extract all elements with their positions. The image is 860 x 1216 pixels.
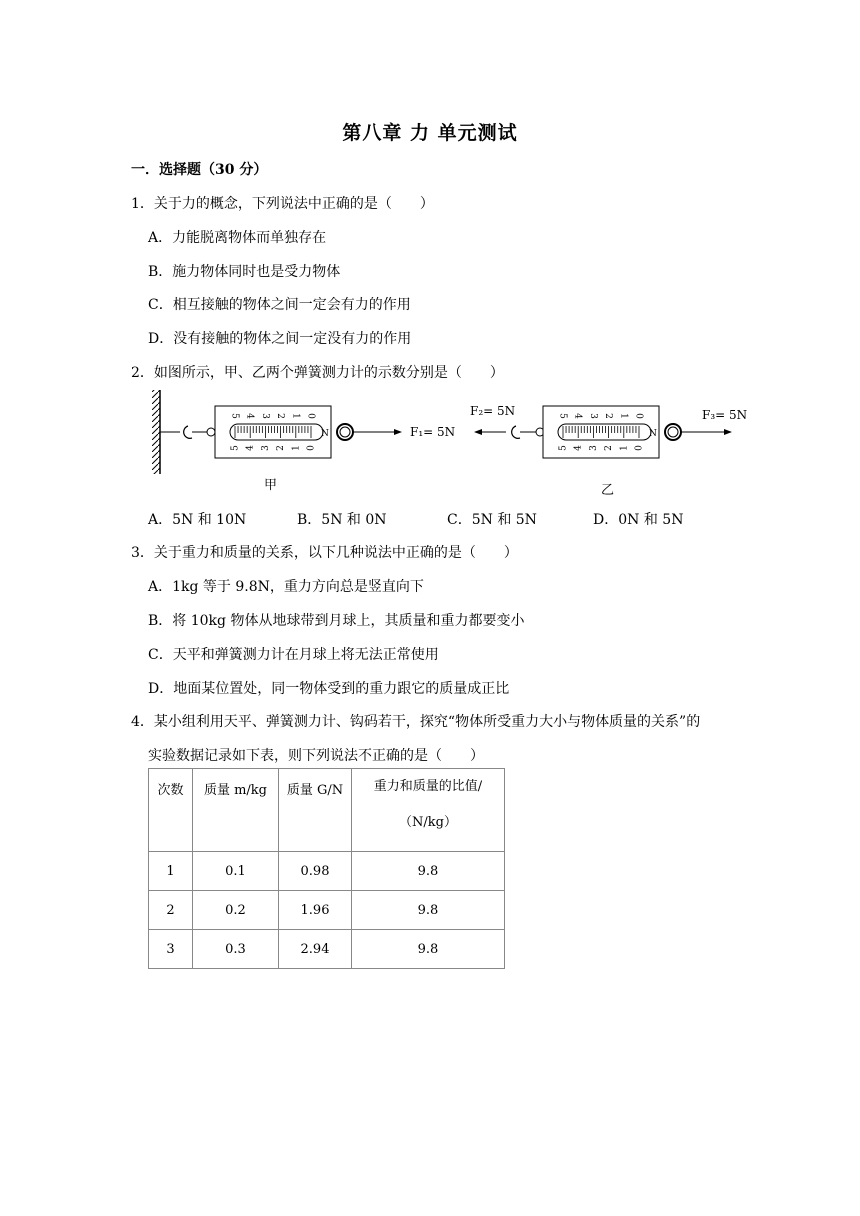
label-jia: 甲: [264, 478, 278, 493]
scale-number: 4: [572, 413, 583, 419]
wall: [152, 390, 160, 474]
left-scale-hook-icon: [184, 426, 215, 438]
left-scale-unit: N: [321, 429, 329, 439]
page-title: 第八章 力 单元测试: [342, 122, 518, 144]
scale-number: 4: [245, 445, 256, 451]
section-heading: 一．选择题（30 分）: [131, 162, 268, 178]
q3-option-a: A．1kg 等于 9.8N，重力方向总是竖直向下: [148, 579, 424, 595]
f2-arrow-icon: [474, 429, 506, 435]
table-cell: 1: [149, 852, 193, 891]
table-header-ratio-line1: 重力和质量的比值/: [373, 779, 483, 794]
q2-option-d: D．0N 和 5N: [593, 512, 684, 528]
table-cell: 9.8: [352, 852, 505, 891]
scale-number: 5: [230, 445, 241, 451]
q1-option-b: B．施力物体同时也是受力物体: [148, 264, 341, 280]
table-header-row: [149, 769, 505, 852]
q1-option-a: A．力能脱离物体而单独存在: [148, 230, 327, 246]
table-header: 次数: [149, 769, 193, 852]
q3-option-d: D．地面某位置处，同一物体受到的重力跟它的质量成正比: [148, 681, 510, 697]
q3-option-b: B．将 10kg 物体从地球带到月球上，其质量和重力都要变小: [148, 613, 525, 629]
table-cell: 0.98: [279, 852, 352, 891]
right-scale-unit: N: [649, 429, 657, 439]
scale-number: 0: [633, 413, 644, 419]
left-spring-scale: [215, 406, 331, 458]
table-row: [149, 930, 505, 969]
question-2-stem: 2．如图所示，甲、乙两个弹簧测力计的示数分别是（ ）: [131, 365, 504, 381]
question-3-stem: 3．关于重力和质量的关系，以下几种说法中正确的是（ ）: [131, 545, 518, 561]
scale-number: 5: [557, 413, 568, 419]
spring-scale-figure: [140, 386, 750, 500]
scale-number: 5: [229, 413, 240, 419]
table-cell: 2.94: [279, 930, 352, 969]
left-ring-icon: [337, 424, 353, 440]
scale-number: 3: [587, 413, 598, 419]
table-header-ratio-line2: （N/kg）: [399, 815, 457, 830]
scale-number: 1: [290, 413, 301, 419]
f2-label: F₂= 5N: [470, 404, 516, 418]
scale-number: 5: [558, 445, 569, 451]
table-cell: 0.1: [193, 852, 279, 891]
scale-number: 3: [260, 445, 271, 451]
q2-option-a: A．5N 和 10N: [148, 512, 247, 528]
table-cell: 3: [149, 930, 193, 969]
scale-number: 1: [618, 413, 629, 419]
table-cell: 2: [149, 891, 193, 930]
right-ring-icon: [665, 424, 681, 440]
scale-number: 2: [276, 445, 287, 451]
table-header: 质量 m/kg: [193, 769, 279, 852]
q2-option-b: B．5N 和 0N: [297, 512, 387, 528]
question-1-stem: 1．关于力的概念，下列说法中正确的是（ ）: [131, 196, 434, 212]
question-4-stem-line1: 4．某小组利用天平、弹簧测力计、钩码若干，探究“物体所受重力大小与物体质量的关系”的: [131, 714, 701, 730]
table-cell: 1.96: [279, 891, 352, 930]
scale-number: 2: [275, 413, 286, 419]
data-table: [148, 768, 505, 969]
scale-number: 2: [604, 445, 615, 451]
table-row: [149, 852, 505, 891]
scale-number: 3: [588, 445, 599, 451]
f3-arrow-icon: [681, 429, 732, 435]
scale-number: 4: [244, 413, 255, 419]
label-yi: 乙: [601, 483, 615, 498]
table-header: 质量 G/N: [279, 769, 352, 852]
table-cell: 9.8: [352, 930, 505, 969]
right-scale-hook-icon: [512, 426, 544, 438]
table-cell: 0.2: [193, 891, 279, 930]
table-row: [149, 891, 505, 930]
q3-option-c: C．天平和弹簧测力计在月球上将无法正常使用: [148, 647, 439, 663]
f3-label: F₃= 5N: [702, 408, 748, 422]
table-cell: 9.8: [352, 891, 505, 930]
q2-option-c: C．5N 和 5N: [447, 512, 537, 528]
right-spring-scale: [543, 406, 659, 458]
scale-number: 2: [603, 413, 614, 419]
question-4-stem-line2: 实验数据记录如下表，则下列说法不正确的是（ ）: [148, 748, 484, 764]
scale-number: 1: [291, 445, 302, 451]
table-cell: 0.3: [193, 930, 279, 969]
scale-number: 0: [305, 413, 316, 419]
f1-label: F₁= 5N: [410, 425, 456, 439]
scale-number: 1: [619, 445, 630, 451]
scale-number: 0: [306, 445, 317, 451]
q1-option-c: C．相互接触的物体之间一定会有力的作用: [148, 297, 411, 313]
scale-number: 0: [634, 445, 645, 451]
f1-arrow-icon: [353, 429, 402, 435]
scale-number: 4: [573, 445, 584, 451]
q1-option-d: D．没有接触的物体之间一定没有力的作用: [148, 331, 412, 347]
table-header-ratio: [352, 769, 505, 852]
scale-number: 3: [259, 413, 270, 419]
